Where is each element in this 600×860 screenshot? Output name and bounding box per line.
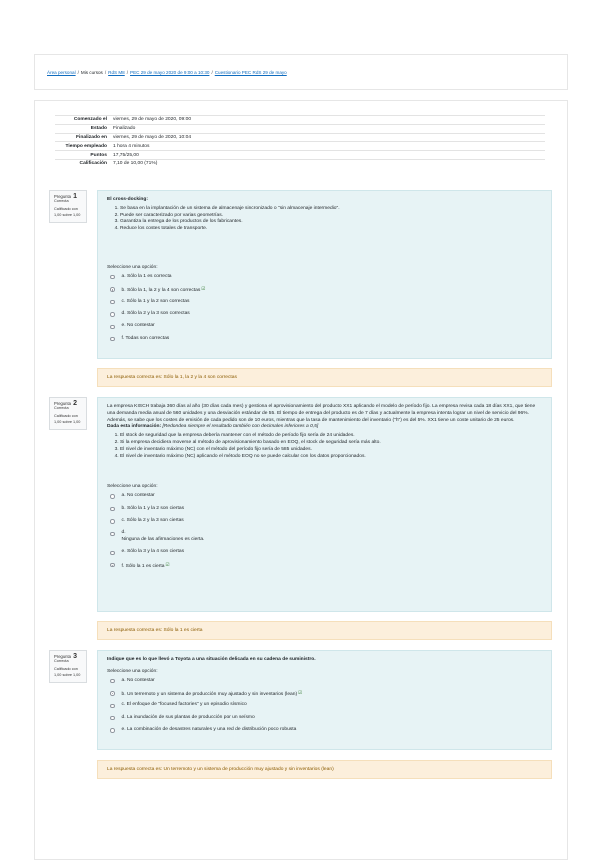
option-d[interactable]	[107, 715, 542, 727]
radio-button[interactable]	[110, 551, 115, 556]
question-grade: Calificado con 1,00 sobre 1,00	[54, 207, 81, 217]
summary-value: Finalizado	[110, 124, 545, 133]
option-label: f. Todas son correctas	[121, 335, 170, 341]
statement: 3. El nivel de inventario máximo (NC) con el método del período fijo sería de 585 unidades.	[120, 447, 542, 454]
option-f[interactable]	[107, 336, 542, 348]
breadcrumb-separator: /	[104, 70, 107, 75]
statement: 2. Puede ser caracterizado por varias geometrías.	[120, 213, 542, 220]
radio-button-checked[interactable]	[110, 563, 115, 568]
option-f[interactable]	[107, 562, 542, 574]
option-e[interactable]	[107, 727, 542, 739]
option-c[interactable]	[107, 702, 542, 714]
question-number: Pregunta 3	[54, 653, 78, 660]
question-data-line: Dada esta información: [Redondea siempre el resultado también con decimales inferiores a 0,5]	[107, 424, 319, 430]
question-state: Correcta	[54, 406, 69, 411]
breadcrumb-separator: /	[77, 70, 79, 75]
summary-row-started	[55, 116, 545, 125]
radio-button[interactable]	[110, 312, 115, 317]
statement-list	[107, 433, 542, 460]
question-state: Correcta	[54, 199, 69, 204]
breadcrumb	[47, 70, 287, 75]
select-prompt: Seleccione una opción:	[107, 668, 158, 674]
radio-button[interactable]	[110, 728, 115, 733]
option-label: d. La inundación de sus plantas de producción por un seísmo	[121, 714, 255, 720]
statement: 3. Garantiza la entrega de los productos de los fabricantes.	[120, 219, 542, 226]
summary-value: 7,10 de 10,00 (71%)	[110, 159, 545, 167]
option-d[interactable]	[107, 530, 542, 549]
option-c[interactable]	[107, 518, 542, 530]
answer-options	[107, 678, 542, 740]
option-label: a. Sólo la 1 es correcta	[121, 273, 172, 279]
radio-button[interactable]	[110, 704, 115, 709]
summary-row-grade	[55, 159, 545, 167]
radio-button[interactable]	[110, 494, 115, 499]
option-label: a. No contestar	[121, 493, 155, 499]
question-3-box	[97, 650, 552, 750]
option-label: e. Sólo la 3 y la 4 son ciertas	[121, 549, 185, 555]
breadcrumb-home-link[interactable]: Área personal	[47, 70, 76, 75]
check-icon: ☑	[201, 286, 206, 292]
question-1-feedback: La respuesta correcta es: Sólo la 1, la 2 y la 4 son correctas	[97, 368, 552, 387]
summary-key: Calificación	[55, 159, 110, 167]
option-c[interactable]	[107, 299, 542, 311]
select-prompt: Seleccione una opción:	[107, 484, 158, 490]
option-a[interactable]	[107, 493, 542, 505]
radio-button[interactable]	[110, 679, 115, 684]
attempt-summary-table	[55, 115, 545, 168]
breadcrumb-panel	[34, 54, 568, 90]
question-grade: Calificado con 1,00 sobre 1,00	[54, 414, 81, 424]
question-state: Correcta	[54, 659, 69, 664]
question-number: Pregunta 2	[54, 400, 78, 407]
breadcrumb-separator: /	[211, 70, 213, 75]
question-2-box	[97, 397, 552, 612]
summary-key: Puntos	[55, 151, 110, 160]
radio-button[interactable]	[110, 337, 115, 342]
breadcrumb-my-courses: Mis cursos	[80, 70, 103, 75]
option-label: c. Sólo la 1 y la 2 son correctas	[121, 298, 190, 304]
radio-button-checked[interactable]	[110, 691, 115, 696]
option-a[interactable]	[107, 274, 542, 286]
option-e[interactable]	[107, 549, 542, 561]
statement-list	[107, 206, 542, 233]
statement: 4. Reduce los costes totales de transporte.	[120, 226, 542, 233]
option-label: b. Sólo la 1 y la 2 son ciertas	[121, 505, 185, 511]
summary-value: 17,75/25,00	[110, 151, 545, 160]
option-e[interactable]	[107, 323, 542, 335]
radio-button[interactable]	[110, 275, 115, 280]
summary-key: Comenzado el	[55, 116, 110, 125]
summary-row-state	[55, 124, 545, 133]
option-label: b. Sólo la 1, la 2 y la 4 son correctas	[121, 288, 201, 294]
summary-key: Finalizado en	[55, 133, 110, 142]
option-a[interactable]	[107, 678, 542, 690]
statement: 2. Si la empresa decidiera moverse al método de aprovisionamiento basado en EOQ, el stock de seguridad sería más alto.	[120, 440, 542, 447]
question-3-feedback: La respuesta correcta es: Un terremoto y un sistema de producción muy ajustado y sin inventarios (lean)	[97, 760, 552, 779]
option-label: c. Sólo la 2 y la 3 son ciertas	[121, 517, 184, 523]
breadcrumb-quiz-link[interactable]: Cuestionario PEC RdS 29 de mayo	[214, 70, 287, 75]
radio-button[interactable]	[110, 300, 115, 305]
radio-button[interactable]	[110, 716, 115, 721]
question-title: El cross-docking:	[107, 197, 149, 202]
question-intro: La empresa KISCH trabaja 360 días al año (30 días cada mes) y gestiona el aprovisionamiento del producto XX1 aplicando el modelo de período fijo. La empresa revisa cada 18 días XX1, que tiene una demanda media anual de 560 unidades y una desviación estándar de 55. El tiempo de entrega del producto es de 7 días y actualmente la empresa intenta lograr un nivel de servicio del 96%. Además, se sabe que los costes de emisión de cada pedido son de 10 euros, mientras que la tasa de mantenimiento del inventario ("h") es del 5%. XX1 tiene un coste unitario de 25 euros.	[107, 404, 536, 423]
question-title: Indique que es lo que llevó a Toyota a una situación delicada en su cadena de suministro.	[107, 657, 316, 662]
option-b[interactable]	[107, 506, 542, 518]
summary-row-points	[55, 151, 545, 160]
summary-value: viernes, 29 de mayo de 2020, 09:00	[110, 116, 545, 125]
option-label: d. Sólo la 2 y la 3 son correctas	[121, 310, 190, 316]
breadcrumb-course-link[interactable]: RdS M8	[108, 70, 125, 75]
option-b[interactable]	[107, 286, 542, 298]
check-icon: ☑	[298, 689, 303, 695]
statement: 1. El stock de seguridad que la empresa debería mantener con el método de período fijo sería de 24 unidades.	[120, 433, 542, 440]
radio-button[interactable]	[110, 532, 115, 537]
option-label: e. La combinación de desastres naturales y una red de distribución poco robusta	[121, 727, 297, 733]
radio-button-checked[interactable]	[110, 287, 115, 292]
question-number: Pregunta 1	[54, 193, 78, 200]
answer-options	[107, 493, 542, 574]
option-label: f. Sólo la 1 es cierta	[121, 563, 165, 569]
option-sublabel: Ninguna de las afirmaciones es cierta.	[121, 537, 205, 543]
summary-value: viernes, 29 de mayo de 2020, 10:04	[110, 133, 545, 142]
radio-button[interactable]	[110, 507, 115, 512]
breadcrumb-section-link[interactable]: PEC 29 de mayo 2020 de 9:00 a 10:30	[130, 70, 210, 75]
question-1-info	[49, 190, 87, 223]
summary-row-finished	[55, 133, 545, 142]
question-grade: Calificado con 1,00 sobre 1,00	[54, 667, 81, 677]
option-label: e. No contestar	[121, 323, 155, 329]
summary-row-time	[55, 142, 545, 151]
breadcrumb-separator: /	[126, 70, 129, 75]
answer-options	[107, 274, 542, 348]
check-icon: ☑	[165, 561, 170, 567]
summary-key: Tiempo empleado	[55, 142, 110, 151]
summary-value: 1 hora 4 minutos	[110, 142, 545, 151]
question-1-box	[97, 190, 552, 359]
option-d[interactable]	[107, 311, 542, 323]
select-prompt: Seleccione una opción:	[107, 264, 158, 270]
question-3-info	[49, 650, 87, 683]
option-label: b. Un terremoto y un sistema de producción muy ajustado y sin inventarios (lean)	[121, 691, 298, 697]
option-label: a. No contestar	[121, 677, 155, 683]
summary-key: Estado	[55, 124, 110, 133]
option-label: c. El enfoque de "focused factories" y un episodio sísmico	[121, 702, 247, 708]
statement: 1. Se basa en la implantación de un sistema de almacenaje sincronizado o "sin almacenaje intermedio".	[120, 206, 542, 213]
question-2-info	[49, 397, 87, 430]
option-b[interactable]	[107, 690, 542, 702]
radio-button[interactable]	[110, 325, 115, 330]
question-2-feedback: La respuesta correcta es: Sólo la 1 es cierta	[97, 621, 552, 640]
statement: 4. El nivel de inventario máximo (NC) aplicando el método EOQ no se puede calcular con los datos proporcionados.	[120, 454, 542, 461]
option-label: d.	[121, 530, 126, 536]
radio-button[interactable]	[110, 519, 115, 524]
